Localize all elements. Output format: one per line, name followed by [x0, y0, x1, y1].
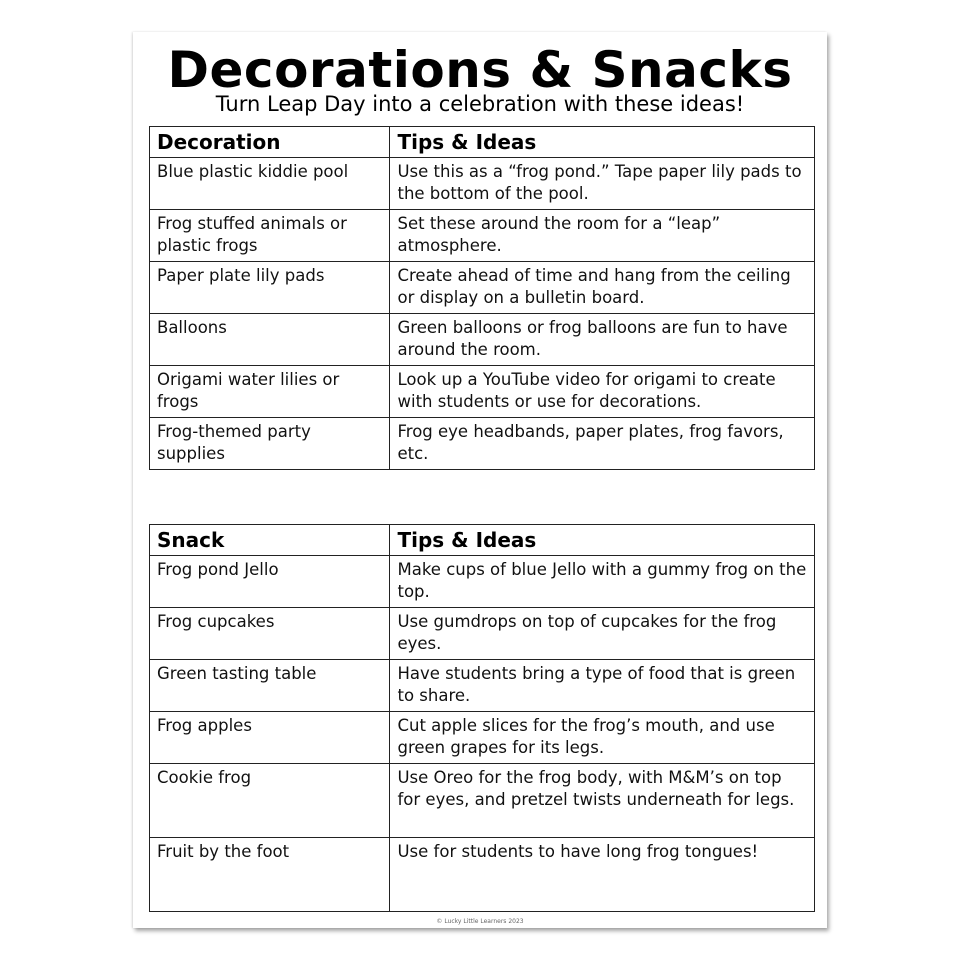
decoration-cell: Origami water lilies or frogs	[150, 366, 390, 418]
tip-cell: Make cups of blue Jello with a gummy frog on the top.	[390, 556, 815, 608]
table-row	[150, 660, 815, 712]
decoration-cell: Frog stuffed animals or plastic frogs	[150, 210, 390, 262]
column-header-snack: Snack	[150, 525, 390, 556]
tip-cell: Use gumdrops on top of cupcakes for the frog eyes.	[390, 608, 815, 660]
decoration-cell: Paper plate lily pads	[150, 262, 390, 314]
table-row	[150, 556, 815, 608]
decoration-cell: Frog-themed party supplies	[150, 418, 390, 470]
tip-cell: Have students bring a type of food that is green to share.	[390, 660, 815, 712]
table-row	[150, 418, 815, 470]
tip-cell: Use for students to have long frog tongues!	[390, 838, 815, 912]
page-title: Decorations & Snacks	[167, 41, 793, 99]
table-row	[150, 158, 815, 210]
table-row	[150, 366, 815, 418]
table-row	[150, 210, 815, 262]
page-subtitle: Turn Leap Day into a celebration with these ideas!	[215, 92, 745, 116]
snack-cell: Cookie frog	[150, 764, 390, 838]
table-row	[150, 314, 815, 366]
decoration-cell: Balloons	[150, 314, 390, 366]
snack-cell: Frog pond Jello	[150, 556, 390, 608]
table-row	[150, 608, 815, 660]
table-row	[150, 712, 815, 764]
snack-cell: Frog cupcakes	[150, 608, 390, 660]
table-row	[150, 838, 815, 912]
tip-cell: Look up a YouTube video for origami to create with students or use for decorations.	[390, 366, 815, 418]
column-header-tips: Tips & Ideas	[390, 525, 815, 556]
table-row	[150, 764, 815, 838]
tip-cell: Create ahead of time and hang from the ceiling or display on a bulletin board.	[390, 262, 815, 314]
snack-cell: Green tasting table	[150, 660, 390, 712]
worksheet-page	[133, 32, 827, 928]
tip-cell: Use this as a “frog pond.” Tape paper lily pads to the bottom of the pool.	[390, 158, 815, 210]
decoration-cell: Blue plastic kiddie pool	[150, 158, 390, 210]
snack-cell: Fruit by the foot	[150, 838, 390, 912]
decorations-table	[149, 126, 815, 470]
table-row	[150, 262, 815, 314]
table-header-row	[150, 127, 815, 158]
tip-cell: Cut apple slices for the frog’s mouth, and use green grapes for its legs.	[390, 712, 815, 764]
column-header-tips: Tips & Ideas	[390, 127, 815, 158]
tip-cell: Green balloons or frog balloons are fun to have around the room.	[390, 314, 815, 366]
tip-cell: Set these around the room for a “leap” atmosphere.	[390, 210, 815, 262]
table-header-row	[150, 525, 815, 556]
copyright-footer: © Lucky Little Learners 2023	[436, 918, 524, 925]
column-header-decoration: Decoration	[150, 127, 390, 158]
tip-cell: Use Oreo for the frog body, with M&M’s on top for eyes, and pretzel twists underneath for legs.	[390, 764, 815, 838]
snack-cell: Frog apples	[150, 712, 390, 764]
tip-cell: Frog eye headbands, paper plates, frog favors, etc.	[390, 418, 815, 470]
snacks-table	[149, 524, 815, 912]
